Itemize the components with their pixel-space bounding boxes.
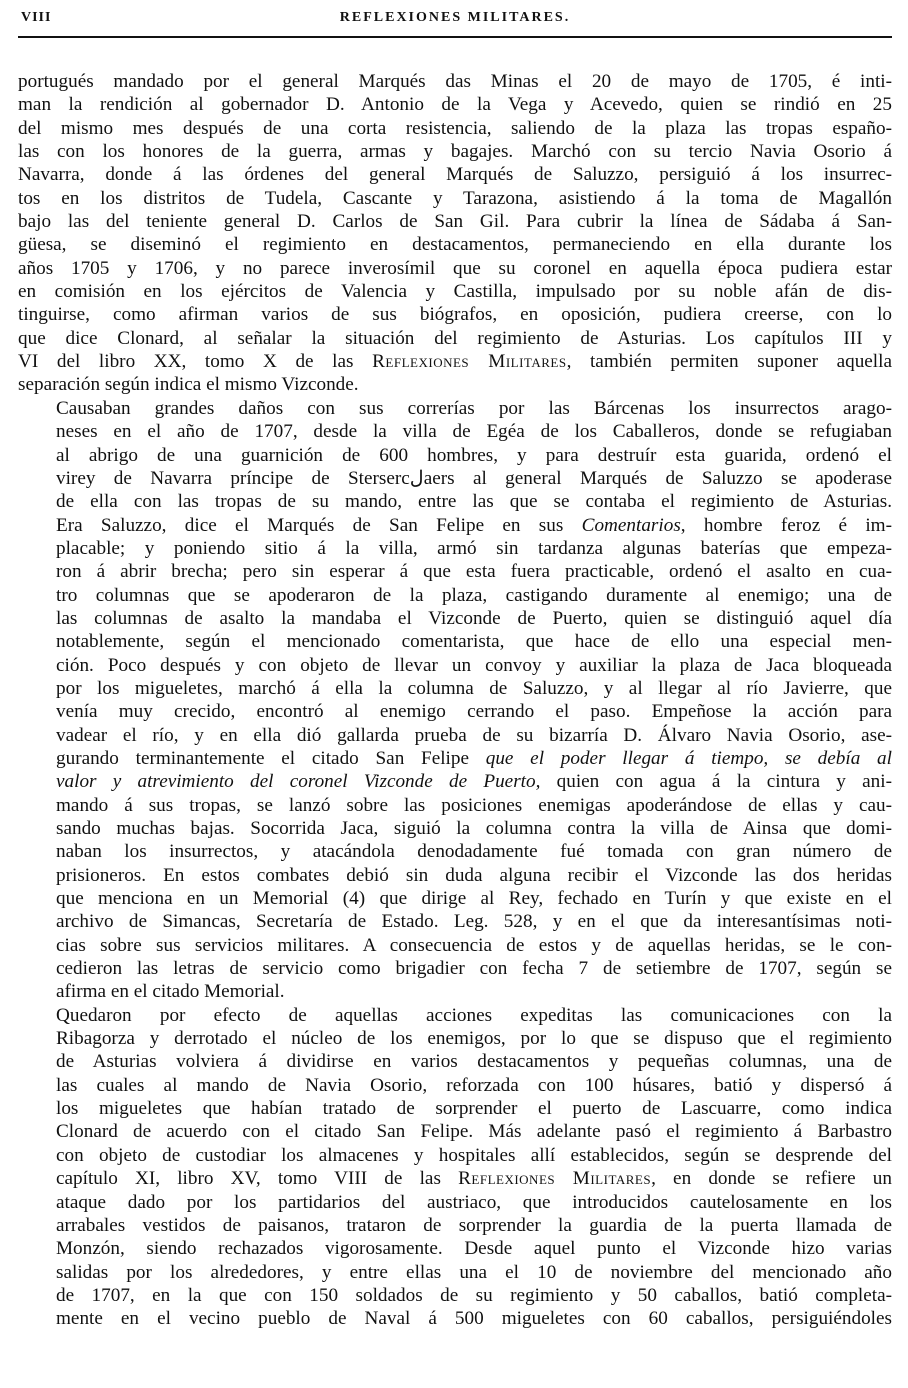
text-line: notablemente, según el mencionado comentarista, que hace de ello una especial men-: [56, 631, 892, 653]
italic-quote: que el poder llegar á tiempo, se debía al: [485, 747, 892, 769]
body-text: [18, 70, 892, 1331]
text-line: güesa, se diseminó el regimiento en destacamentos, permaneciendo en ella durante los: [18, 234, 892, 256]
text-line: Ribagorza y derrotado el núcleo de los enemigos, por lo que se dispuso que el regimiento: [56, 1028, 892, 1050]
text-line: naban los insurrectos, y atacándola denodadamente fué tomada con gran número de: [56, 841, 892, 863]
text-line: tos en los distritos de Tudela, Cascante y Tarazona, asistiendo á la toma de Magallón: [18, 187, 892, 209]
small-caps-title: Reflexiones Militares: [372, 351, 567, 373]
text-line: Causaban grandes daños con sus correrías por las Bárcenas los insurrectos arago-: [56, 397, 892, 419]
text-line: al abrigo de una guarnición de 600 hombres, y para destruír esta guarida, ordenó el: [56, 444, 892, 466]
paragraph-3: [18, 1004, 892, 1331]
text-line: de ella con las tropas de su mando, entre las que se contaba el regimiento de Asturias.: [56, 491, 892, 513]
text-line: prisioneros. En estos combates debió sin duda alguna recibir el Vizconde las dos heridas: [56, 864, 892, 886]
text-line: placable; y poniendo sitio á la villa, armó sin tardanza algunas baterías que empeza-: [56, 537, 892, 559]
text-line: afirma en el citado Memorial.: [56, 981, 285, 1003]
page-number: VIII: [21, 10, 52, 25]
text-line: man la rendición al gobernador D. Antonio de la Vega y Acevedo, quien se rindió en 25: [18, 94, 892, 116]
text-line: en comisión en los ejércitos de Valencia y Castilla, impulsado por su noble afán de dis-: [18, 281, 892, 303]
text-line: separación según indica el mismo Vizconde.: [18, 374, 359, 396]
text-line: los migueletes que habían tratado de sorprender el puerto de Lascuarre, como indica: [56, 1098, 892, 1120]
text-line: las columnas de asalto la mandaba el Vizconde de Puerto, quien se distinguió aquel día: [56, 607, 892, 629]
small-caps-title: Reflexiones Militares: [458, 1168, 652, 1190]
text-line: Monzón, siendo rechazados vigorosamente. Desde aquel punto el Vizconde hizo varias: [56, 1238, 892, 1260]
text-line: Navarra, donde á las órdenes del general Marqués de Saluzzo, persiguió á los insurrec-: [18, 164, 892, 186]
text-line: ataque dado por los partidarios del austriaco, que introducidos cautelosamente en los: [56, 1191, 892, 1213]
text-line: archivo de Simancas, Secretaría de Estado. Leg. 528, y en el que da interesantísimas noti-: [56, 911, 892, 933]
text-line: por los migueletes, marchó á ella la columna de Saluzzo, y al llegar al río Javierre, que: [56, 677, 892, 699]
italic-quote: Comentarios: [581, 514, 681, 536]
text-line: neses en el año de 1707, desde la villa de Egéa de los Caballeros, donde se refugiaban: [56, 421, 892, 443]
text-line: tro columnas que se apoderaron de la plaza, castigando duramente al enemigo; una de: [56, 584, 892, 606]
text-line: mando á sus tropas, se lanzó sobre las posiciones enemigas apoderándose de ellas y cau-: [56, 794, 892, 816]
text-line: Quedaron por efecto de aquellas acciones expeditas las comunicaciones con la: [56, 1004, 892, 1026]
text-line: arrabales vestidos de paisanos, trataron de sorprender la guardia de la puerta llamada de: [56, 1214, 892, 1236]
text-line: ron á abrir brecha; pero sin esperar á que esta fuera practicable, ordenó el asalto en cua-: [56, 561, 892, 583]
text-line: VI del libro XX, tomo X de las Reflexiones Militares, también permiten suponer aquella: [18, 351, 892, 373]
text-line: que dice Clonard, al señalar la situación del regimiento de Asturias. Los capítulos III y: [18, 327, 892, 349]
running-title: REFLEXIONES MILITARES.: [339, 10, 571, 25]
header-rule: [18, 36, 892, 38]
text-line: ción. Poco después y con objeto de llevar un convoy y auxiliar la plaza de Jaca bloqueada: [56, 654, 892, 676]
text-line: mente en el vecino pueblo de Naval á 500 migueletes con 60 caballos, persiguiéndoles: [56, 1308, 892, 1330]
text-line: salidas por los alrededores, y entre ellas una el 10 de noviembre del mencionado año: [56, 1261, 892, 1283]
text-line: cedieron las letras de servicio como brigadier con fecha 7 de setiembre de 1707, según se: [56, 958, 892, 980]
text-line: tinguirse, como afirman varios de sus biógrafos, en oposición, pudiera creerse, con lo: [18, 304, 892, 326]
text-line: vadear el río, y en ella dió gallarda prueba de su bizarría D. Álvaro Navia Osorio, ase-: [56, 724, 892, 746]
paragraph-1: [18, 70, 892, 397]
text-line: sando muchas bajas. Socorrida Jaca, siguió la columna contra la villa de Ainsa que domi-: [56, 818, 892, 839]
text-line: de 1707, en la que con 150 soldados de su regimiento y 50 caballos, batió completa-: [56, 1284, 892, 1306]
text-line: las cuales al mando de Navia Osorio, reforzada con 100 húsares, batió y dispersó á: [56, 1074, 892, 1096]
text-line: años 1705 y 1706, y no parece inverosímil que su coronel en aquella época pudiera estar: [18, 257, 892, 279]
page: [18, 0, 892, 1388]
text-line: valor y atrevimiento del coronel Vizconde de Puerto, quien con agua á la cintura y ani-: [56, 771, 892, 793]
text-line: venía muy crecido, encontró al enemigo cerrando el paso. Empeñose la acción para: [56, 701, 892, 723]
text-line: las con los honores de la guerra, armas y bagajes. Marchó con su tercio Navia Osorio á: [18, 141, 892, 163]
text-line: del mismo mes después de una corta resistencia, saliendo de la plaza las tropas españo-: [18, 117, 892, 139]
text-line: capítulo XI, libro XV, tomo VIII de las Reflexiones Militares, en donde se refiere un: [56, 1168, 892, 1190]
text-line: Era Saluzzo, dice el Marqués de San Felipe en sus Comentarios, hombre feroz é im-: [56, 514, 892, 536]
running-header: [18, 0, 892, 38]
text-line: Clonard de acuerdo con el citado San Felipe. Más adelante pasó el regimiento á Barbastro: [56, 1121, 892, 1143]
text-line: cias sobre sus servicios militares. A consecuencia de estos y de aquellas heridas, se le con-: [56, 934, 892, 956]
paragraph-2: [18, 397, 892, 1004]
text-line: gurando terminantemente el citado San Felipe que el poder llegar á tiempo, se debía al: [56, 747, 892, 769]
text-line: que menciona en un Memorial (4) que dirige al Rey, fechado en Turín y que existe en el: [56, 888, 892, 910]
italic-quote: valor y atrevimiento del coronel Vizconde de Puerto,: [56, 771, 541, 793]
text-line: virey de Navarra príncipe de Stersercلaers al general Marqués de Saluzzo se apoderase: [56, 467, 892, 489]
text-line: con objeto de custodiar los almacenes y hospitales allí establecidos, según se desprende del: [56, 1144, 892, 1166]
text-line: portugués mandado por el general Marqués das Minas el 20 de mayo de 1705, é inti-: [18, 71, 892, 92]
text-line: bajo las del teniente general D. Carlos de San Gil. Para cubrir la línea de Sádaba á San-: [18, 211, 892, 233]
text-line: de Asturias volviera á dividirse en varios destacamentos y pequeñas columnas, una de: [56, 1051, 892, 1073]
